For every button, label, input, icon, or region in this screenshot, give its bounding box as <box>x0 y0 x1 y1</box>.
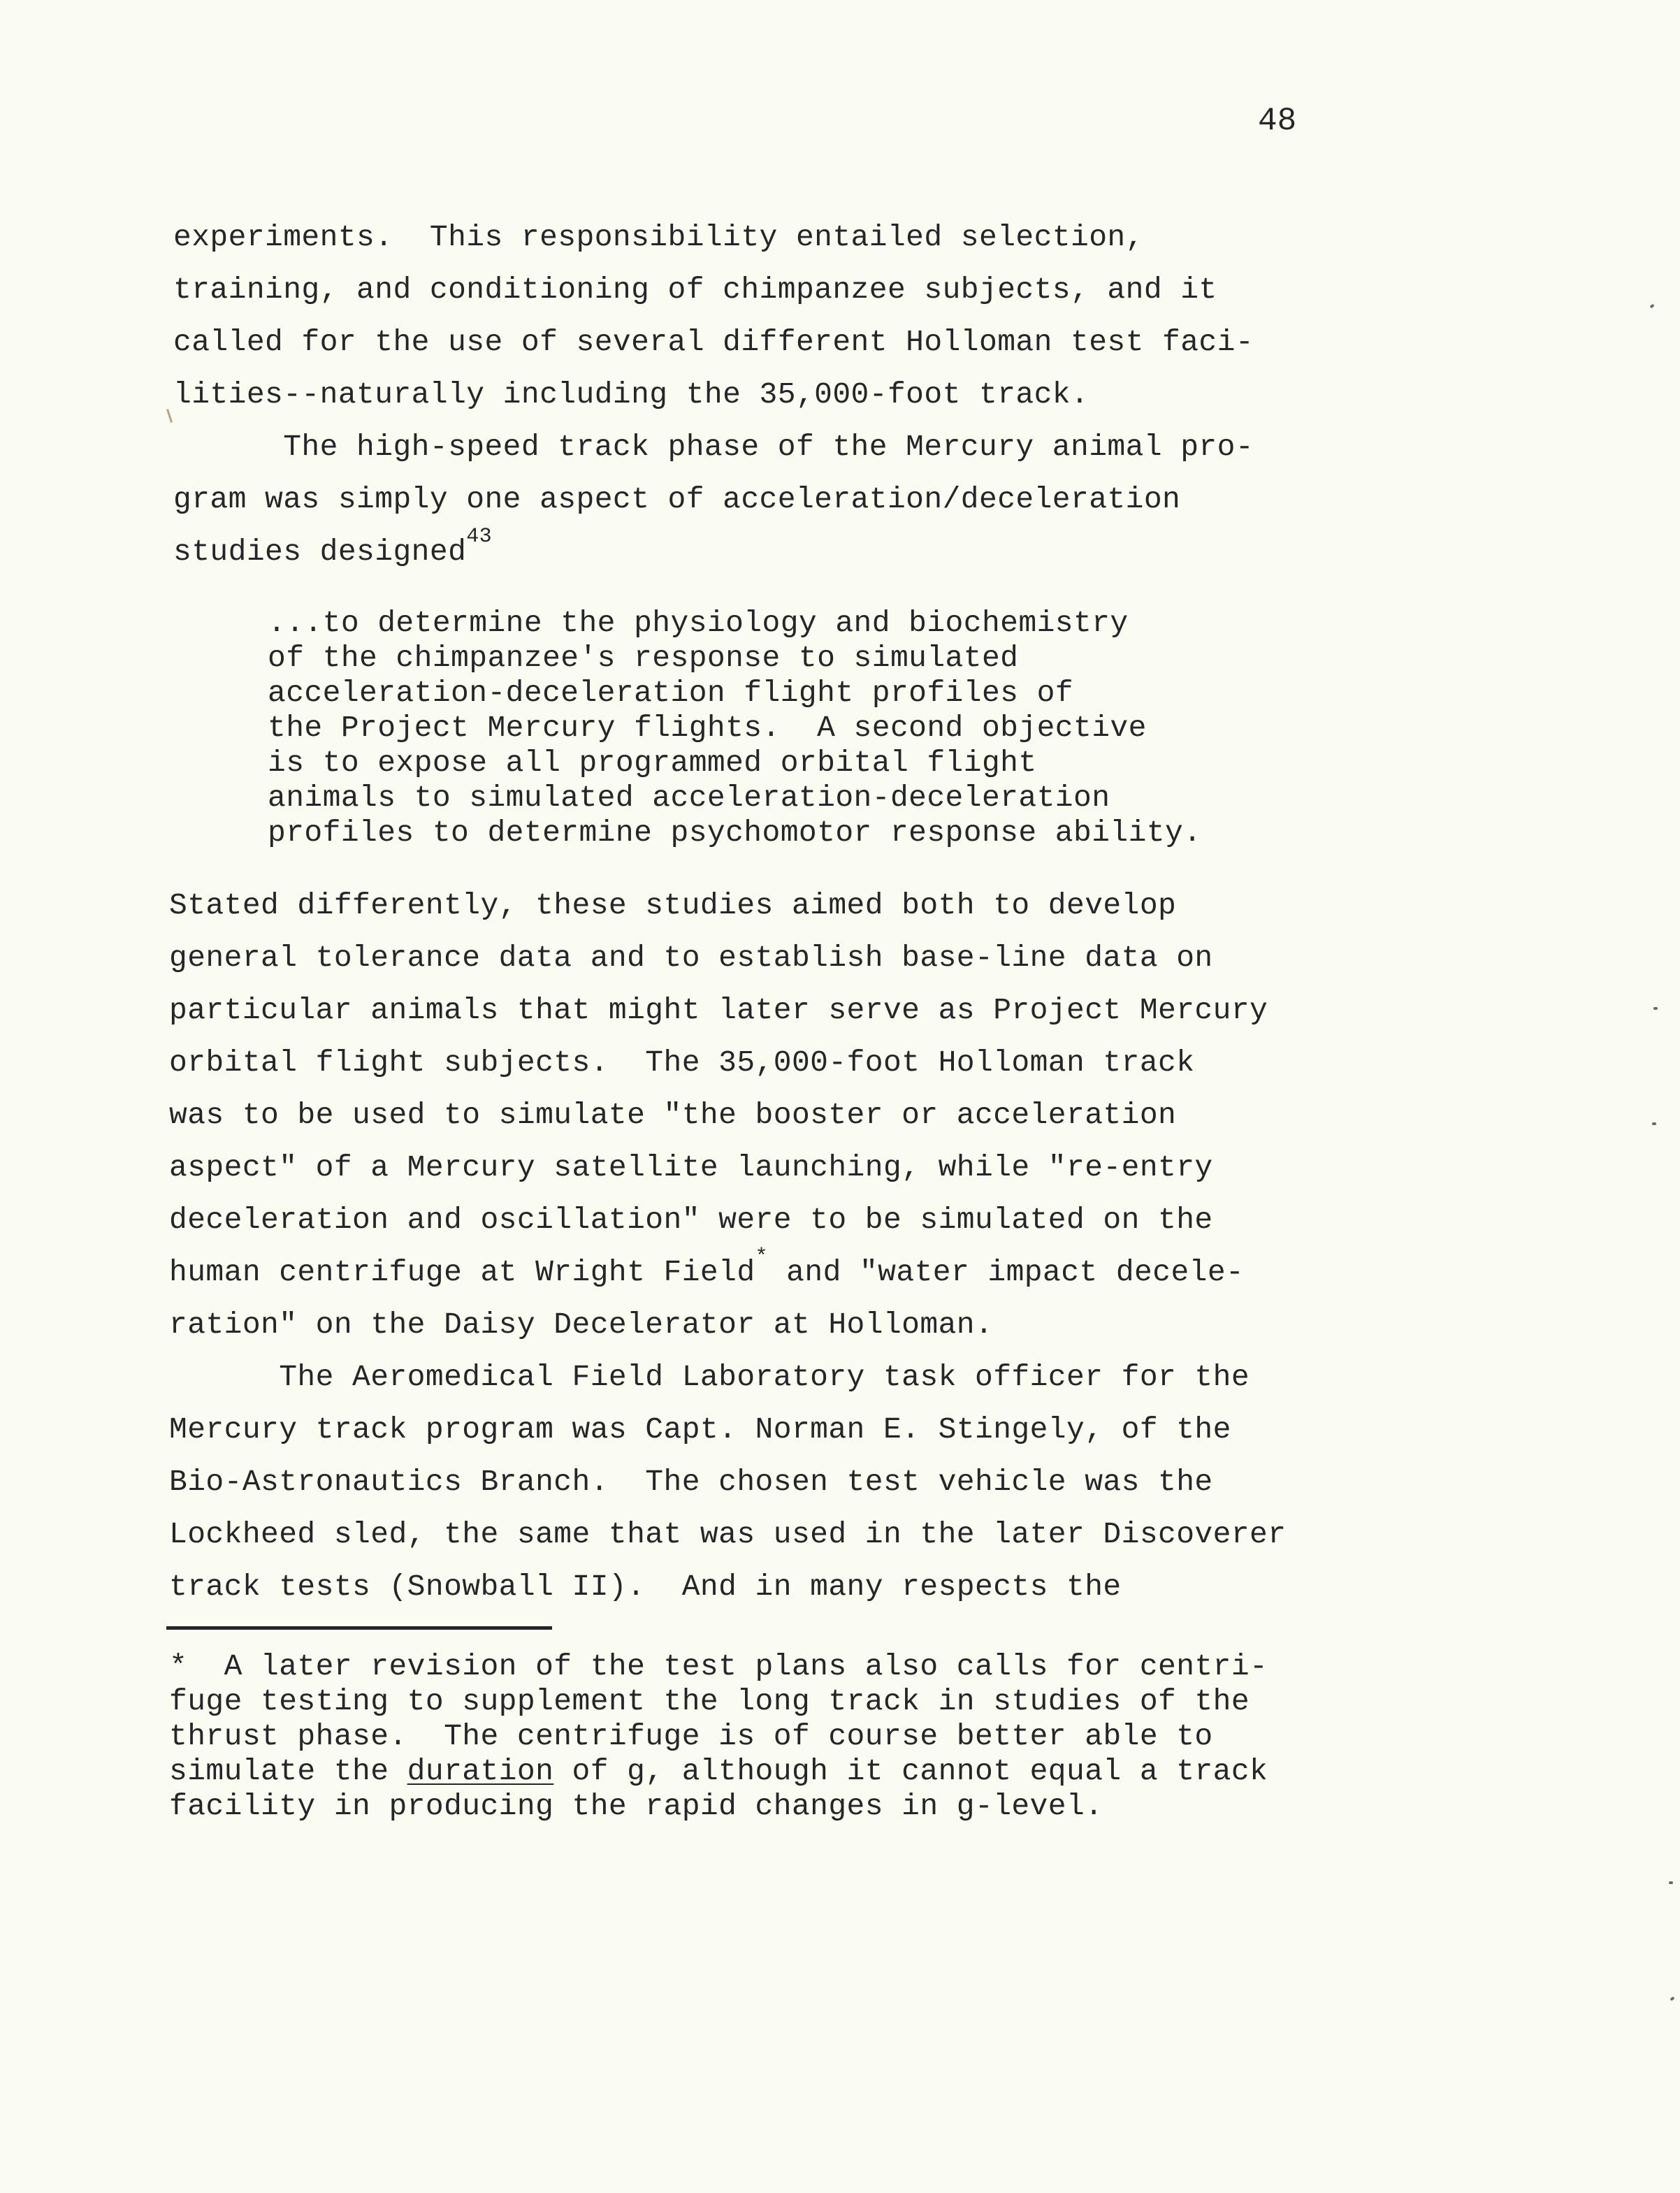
body-line: orbital flight subjects. The 35,000-foot Holloman track <box>169 1045 1195 1080</box>
quote-line: ...to determine the physiology and biochemistry <box>268 606 1129 640</box>
body-line: The high-speed track phase of the Mercury animal pro- <box>173 430 1254 464</box>
footnote-line: * A later revision of the test plans also calls for centri- <box>169 1649 1268 1684</box>
body-line: deceleration and oscillation" were to be simulated on the <box>169 1203 1213 1237</box>
footnote-line: fuge testing to supplement the long track in studies of the <box>169 1684 1250 1718</box>
body-text: and "water impact decele- <box>767 1255 1245 1289</box>
footnote-line: facility in producing the rapid changes in g-level. <box>169 1789 1103 1823</box>
footnote-line <box>169 1756 1268 1786</box>
quote-line: acceleration-deceleration flight profiles of <box>268 676 1073 710</box>
body-line: track tests (Snowball II). And in many respects the <box>169 1570 1122 1604</box>
quote-line: the Project Mercury flights. A second objective <box>268 711 1147 745</box>
edge-speck <box>1669 1881 1673 1884</box>
footnote-text: simulate the <box>169 1754 407 1788</box>
body-line: training, and conditioning of chimpanzee subjects, and it <box>173 273 1217 307</box>
body-line: Mercury track program was Capt. Norman E. Stingely, of the <box>169 1412 1231 1447</box>
body-line: ration" on the Daisy Decelerator at Holloman. <box>169 1308 994 1342</box>
footnote-line: thrust phase. The centrifuge is of course better able to <box>169 1719 1213 1753</box>
body-line <box>169 1245 1245 1289</box>
quote-line: is to expose all programmed orbital flight <box>268 746 1037 780</box>
footnote-text: of g, although it cannot equal a track <box>553 1754 1268 1788</box>
body-line: called for the use of several different Holloman test faci- <box>173 325 1254 359</box>
quote-line: animals to simulated acceleration-deceleration <box>268 781 1110 815</box>
underlined-term: duration <box>407 1754 554 1788</box>
body-line: Bio-Astronautics Branch. The chosen test vehicle was the <box>169 1465 1213 1499</box>
body-line: general tolerance data and to establish base-line data on <box>169 941 1213 975</box>
body-line: The Aeromedical Field Laboratory task officer for the <box>169 1360 1250 1394</box>
ink-mark <box>166 409 173 423</box>
edge-speck <box>1652 1122 1656 1125</box>
quote-line: of the chimpanzee's response to simulated <box>268 641 1019 675</box>
body-line: was to be used to simulate "the booster or acceleration <box>169 1098 1177 1132</box>
body-line: experiments. This responsibility entailed selection, <box>173 220 1144 254</box>
body-line: lities--naturally including the 35,000-foot track. <box>173 377 1089 412</box>
body-line: Lockheed sled, the same that was used in the later Discoverer <box>169 1517 1287 1551</box>
footnote-divider <box>166 1626 552 1630</box>
body-line <box>173 525 493 569</box>
body-line: Stated differently, these studies aimed both to develop <box>169 888 1177 922</box>
reference-number: 43 <box>466 525 493 549</box>
quote-line: profiles to determine psychomotor response ability. <box>268 816 1202 850</box>
footnote-marker: * <box>755 1245 768 1269</box>
edge-speck <box>1653 1007 1658 1010</box>
edge-speck <box>1670 1997 1674 2002</box>
body-line: particular animals that might later serve as Project Mercury <box>169 993 1268 1027</box>
body-text: studies designed <box>173 535 467 569</box>
body-line: gram was simply one aspect of acceleration/deceleration <box>173 482 1181 516</box>
body-line: aspect" of a Mercury satellite launching, while "re-entry <box>169 1150 1213 1185</box>
page-number: 48 <box>1258 103 1297 139</box>
edge-speck <box>1649 304 1654 309</box>
body-text: human centrifuge at Wright Field <box>169 1255 755 1289</box>
